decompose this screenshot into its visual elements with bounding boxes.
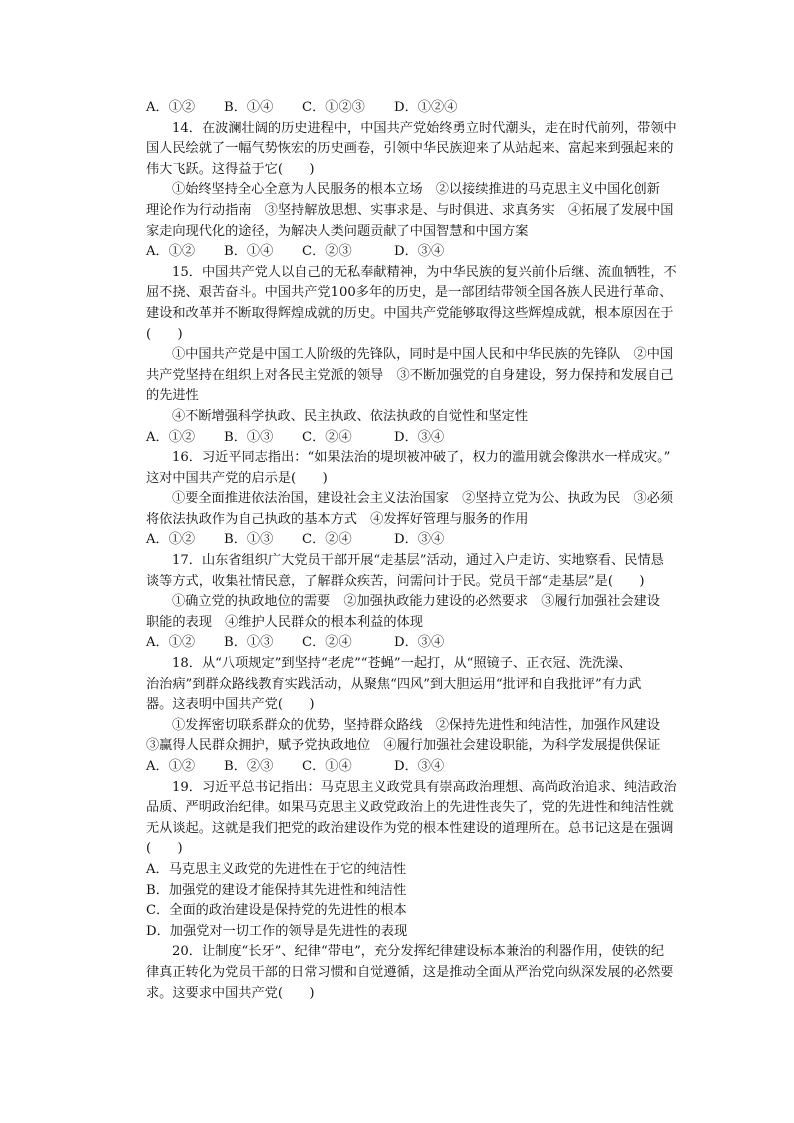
question-15 xyxy=(146,263,677,448)
statement-line: ④不断增强科学执政、民主执政、依法执政的自觉性和坚定性 xyxy=(172,408,529,424)
question-stem-line: 18．从“八项规定”到坚持“老虎”“苍蝇”一起打，从“照镜子、正衣冠、洗洗澡、 xyxy=(172,656,632,672)
option-c[interactable]: C．②③ xyxy=(302,244,352,260)
option-c[interactable]: C．①②③ xyxy=(302,100,365,115)
choice-c[interactable]: C．全面的政治建设是保持党的先进性的根本 xyxy=(146,903,407,919)
question-stem-line: 治治病”到群众路线教育实践活动，从聚焦“四风”到大胆运用“批评和自我批评”有力武 xyxy=(146,676,642,692)
question-stem-line: 14．在波澜壮阔的历史进程中，中国共产党始终勇立时代潮头，走在时代前列，带领中 xyxy=(172,120,677,136)
option-d[interactable]: D．③④ xyxy=(394,635,445,651)
answer-options xyxy=(146,242,672,263)
option-c[interactable]: C．①④ xyxy=(302,759,352,774)
choice-d[interactable]: D．加强党对一切工作的领导是先进性的表现 xyxy=(146,923,408,939)
option-d[interactable]: D．③④ xyxy=(394,429,445,445)
option-a[interactable]: A．①② xyxy=(146,532,196,548)
question-stem-line: 屈不挠、艰苦奋斗。中国共产党100多年的历史，是一部团结带领全国各族人民进行革命、 xyxy=(146,285,673,301)
choice-a[interactable]: A．马克思主义政党的先进性在于它的纯洁性 xyxy=(146,861,407,877)
question-20 xyxy=(146,942,672,1004)
option-b[interactable]: B．①③ xyxy=(224,635,274,651)
question-16 xyxy=(146,448,672,551)
option-b[interactable]: B．②③ xyxy=(224,759,274,774)
statement-line: 理论作为行动指南 ③坚持解放思想、实事求是、与时俱进、求真务实 ④拓展了发展中国 xyxy=(146,202,674,218)
question-stem-line: 19．习近平总书记指出：马克思主义政党具有崇高政治理想、高尚政治追求、纯洁政治 xyxy=(172,779,677,795)
option-c[interactable]: C．②④ xyxy=(302,635,352,651)
statement-line: 的先进性 xyxy=(146,388,199,404)
statement-line: ①发挥密切联系群众的优势，坚持群众路线 ②保持先进性和纯洁性，加强作风建设 xyxy=(172,717,660,733)
answer-options xyxy=(146,428,672,449)
question-stem-line: 建设和改革并不断取得辉煌成就的历史。中国共产党能够取得这些辉煌成就，根本原因在于 xyxy=(146,305,674,321)
statement-line: 将依法执政作为自己执政的基本方式 ④发挥好管理与服务的作用 xyxy=(146,511,529,527)
option-a[interactable]: A．①② xyxy=(146,635,196,651)
statement-line: ①要全面推进依法治国，建设社会主义法治国家 ②坚持立党为公、执政为民 ③必须 xyxy=(172,491,674,507)
option-b[interactable]: B．①③ xyxy=(224,532,274,548)
option-b[interactable]: B．①④ xyxy=(224,244,274,260)
answer-options xyxy=(146,530,672,551)
question-stem-line: 求。这要求中国共产党( ) xyxy=(146,985,315,1001)
option-b[interactable]: B．①③ xyxy=(224,429,274,445)
option-c[interactable]: C．②④ xyxy=(302,532,352,548)
statement-line: ①始终坚持全心全意为人民服务的根本立场 ②以接续推进的马克思主义中国化创新 xyxy=(172,182,660,198)
question-stem-line: ( ) xyxy=(146,326,183,342)
option-d[interactable]: D．③④ xyxy=(394,244,445,260)
question-19 xyxy=(146,778,677,943)
question-stem-line: 律真正转化为党员干部的日常习惯和自觉遵循，这是推动全面从严治党向纵深发展的必然要 xyxy=(146,964,674,980)
option-d[interactable]: D．①②④ xyxy=(394,100,458,115)
option-d[interactable]: D．③④ xyxy=(394,532,445,548)
question-18 xyxy=(146,654,672,778)
option-a[interactable]: A．①② xyxy=(146,429,196,445)
option-a[interactable]: A．①② xyxy=(146,100,196,115)
statement-line: 家走向现代化的途径，为解决人类问题贡献了中国智慧和中国方案 xyxy=(146,223,529,239)
option-d[interactable]: D．③④ xyxy=(394,759,445,774)
question-stem-line: 器。这表明中国共产党( ) xyxy=(146,697,315,713)
answer-options xyxy=(146,633,672,654)
question-stem-line: 16．习近平同志指出：“如果法治的堤坝被冲破了，权力的滥用就会像洪水一样成灾。” xyxy=(172,450,671,466)
question-17 xyxy=(146,551,672,654)
option-b[interactable]: B．①④ xyxy=(224,100,274,115)
question-stem-line: 这对中国共产党的启示是( ) xyxy=(146,470,328,486)
statement-line: ①中国共产党是中国工人阶级的先锋队，同时是中国人民和中华民族的先锋队 ②中国 xyxy=(172,347,674,363)
statement-line: 职能的表现 ④维护人民群众的根本利益的体现 xyxy=(146,614,423,630)
question-stem-line: 品质、严明政治纪律。如果马克思主义政党政治上的先进性丧失了，党的先进性和纯洁性就 xyxy=(146,800,674,816)
question-stem-line: 伟大飞跃。这得益于它( ) xyxy=(146,161,315,177)
option-c[interactable]: C．②④ xyxy=(302,429,352,445)
questions-column xyxy=(146,98,677,1004)
question-stem-line: 谈等方式，收集社情民意，了解群众疾苦，问需问计于民。党员干部“走基层”是( ) xyxy=(146,573,645,589)
statement-line: ①确立党的执政地位的需要 ②加强执政能力建设的必然要求 ③履行加强社会建设 xyxy=(172,594,660,610)
statement-line: ③赢得人民群众拥护，赋予党执政地位 ④履行加强社会建设职能，为科学发展提供保证 xyxy=(146,738,661,754)
answer-options xyxy=(146,757,672,778)
question-stem-line: 无从谈起。这就是我们把党的政治建设作为党的根本性建设的道理所在。总书记这是在强调 xyxy=(146,820,674,836)
question-stem-line: 国人民绘就了一幅气势恢宏的历史画卷，引领中华民族迎来了从站起来、富起来到强起来的 xyxy=(146,141,674,157)
option-a[interactable]: A．①② xyxy=(146,244,196,260)
option-a[interactable]: A．①② xyxy=(146,759,196,774)
question-stem-line: 15．中国共产党人以自己的无私奉献精神，为中华民族的复兴前仆后继、流血牺牲，不 xyxy=(172,264,677,280)
prev-question-options xyxy=(146,98,672,119)
question-14 xyxy=(146,119,677,263)
question-stem-line: 17．山东省组织广大党员干部开展“走基层”活动，通过入户走访、实地察看、民情恳 xyxy=(172,553,664,569)
statement-line: 共产党坚持在组织上对各民主党派的领导 ③不断加强党的自身建设，努力保持和发展自己 xyxy=(146,367,674,383)
question-stem-line: 20．让制度“长牙”、纪律“带电”，充分发挥纪律建设标本兼治的利器作用，使铁的纪 xyxy=(172,944,665,960)
question-stem-line: ( ) xyxy=(146,841,183,857)
choice-b[interactable]: B．加强党的建设才能保持其先进性和纯洁性 xyxy=(146,882,407,898)
